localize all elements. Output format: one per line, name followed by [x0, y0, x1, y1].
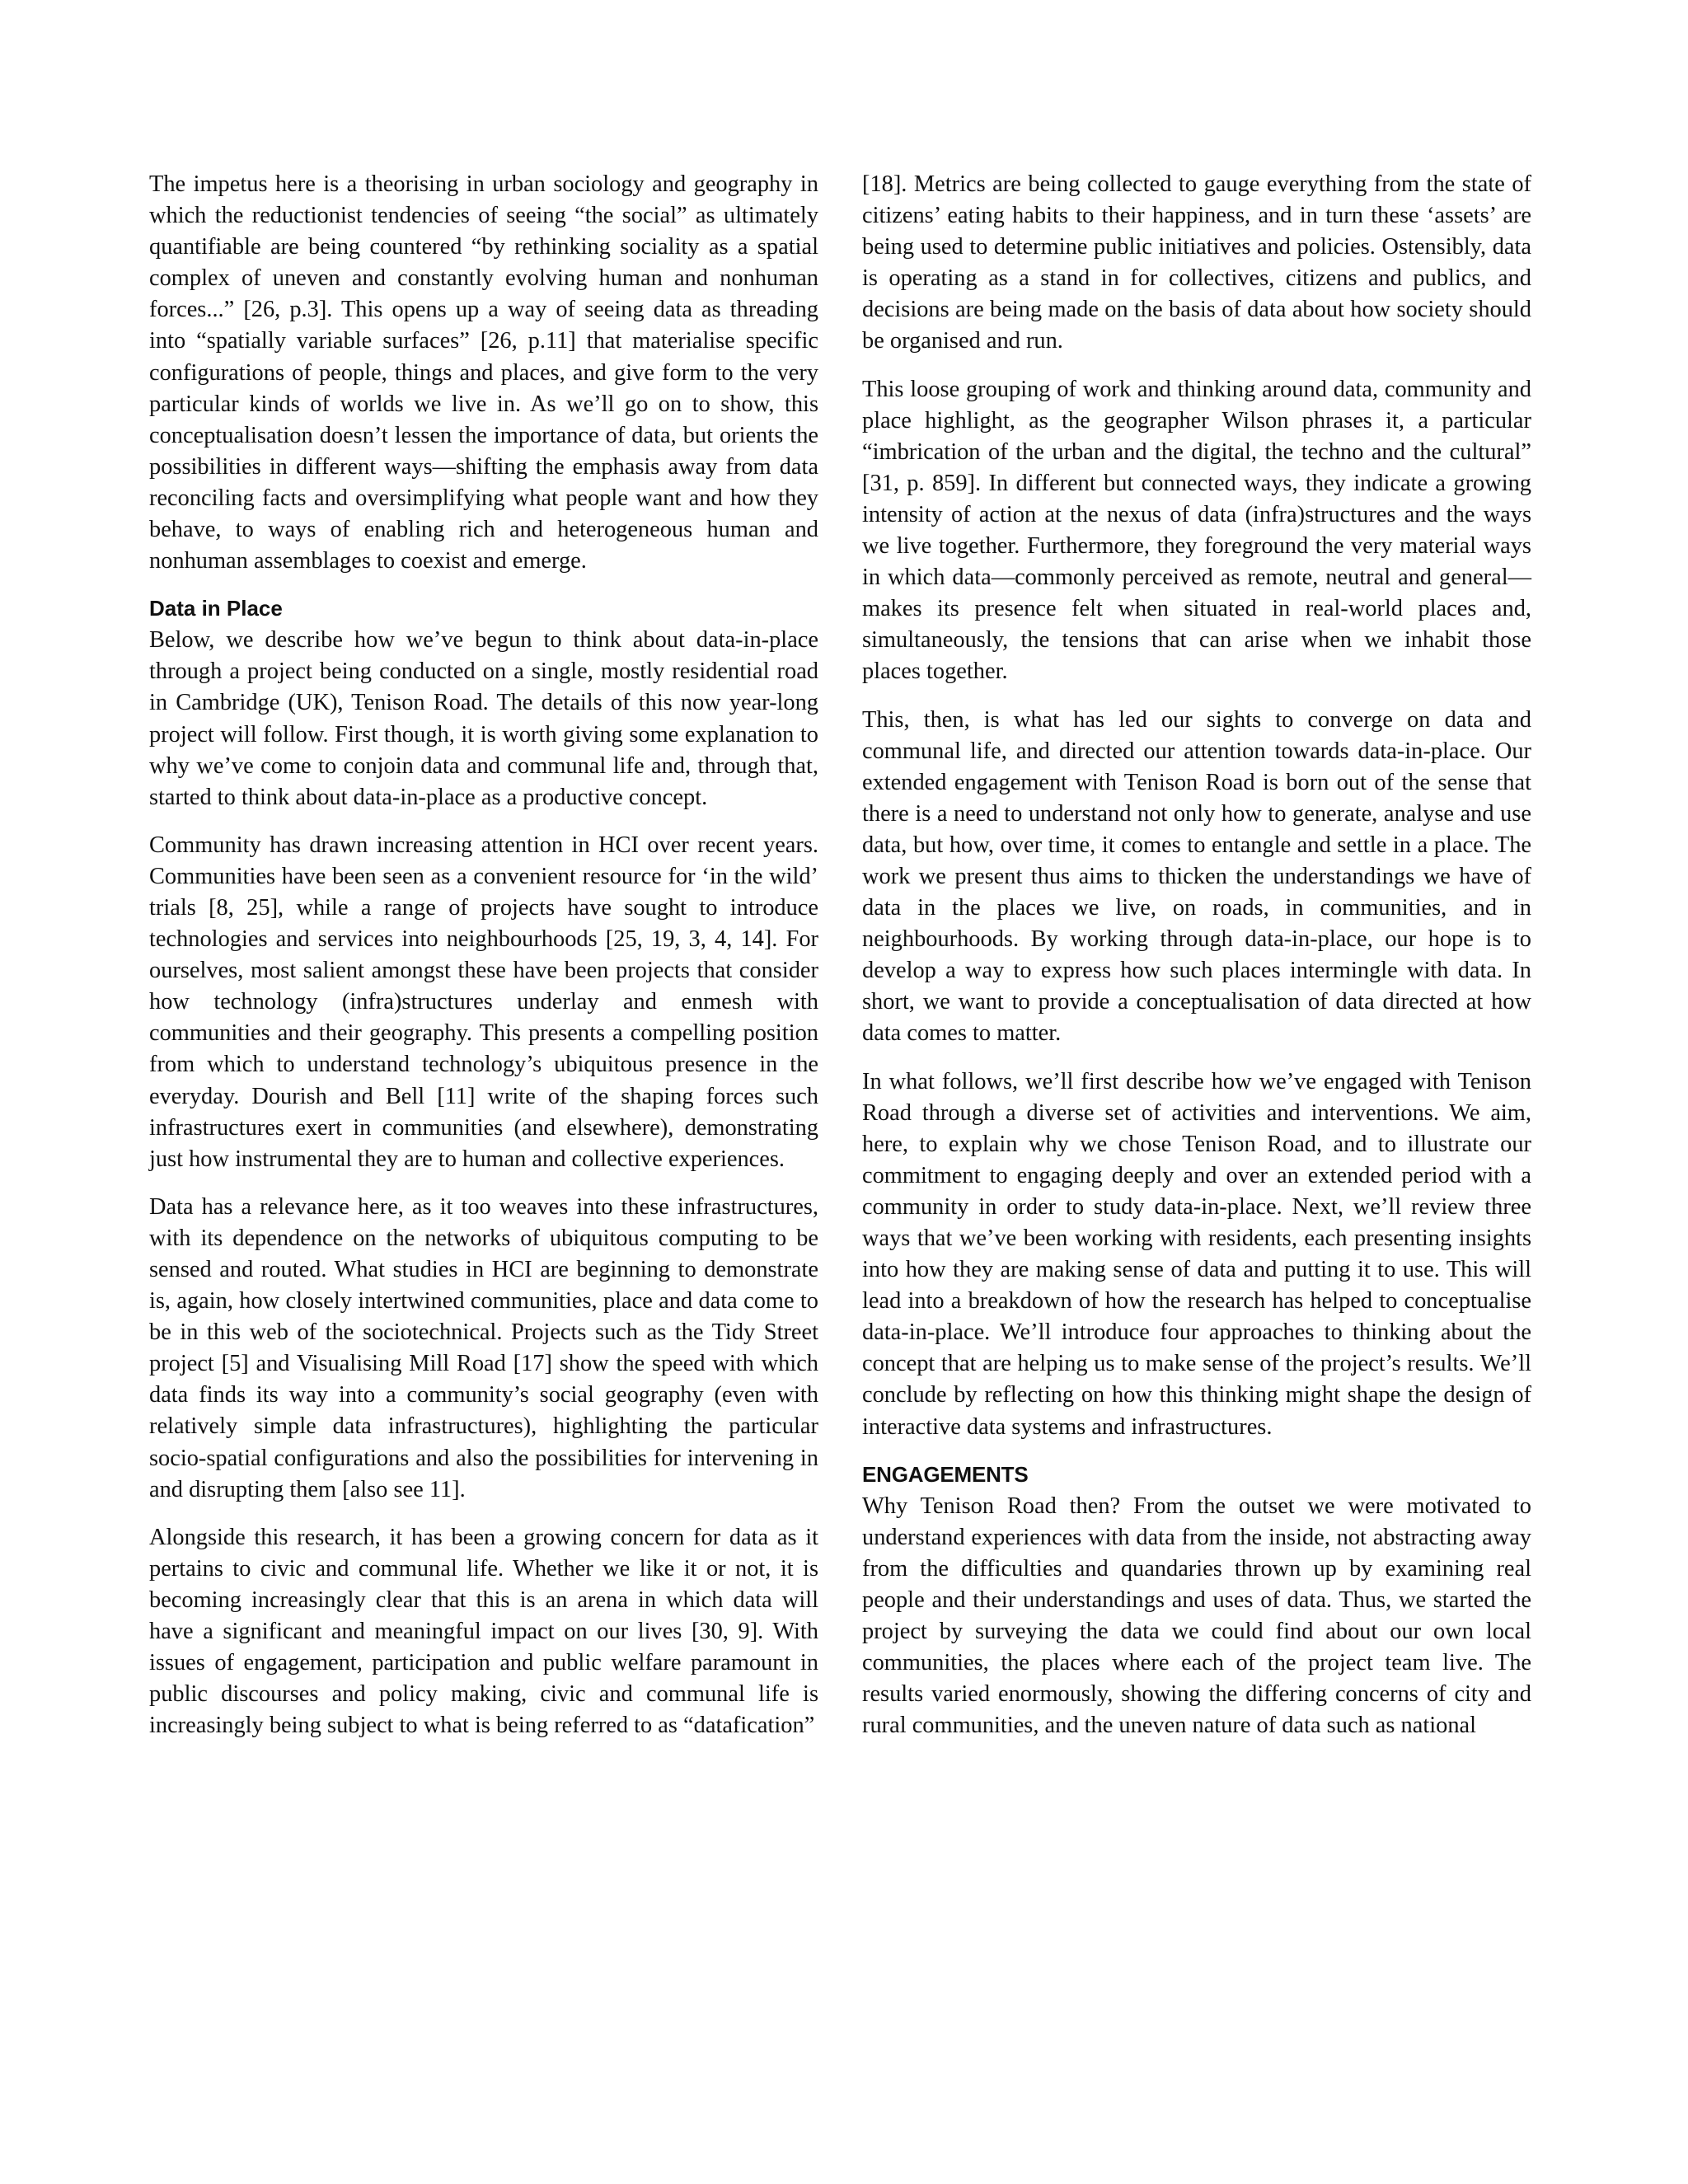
body-paragraph: [18]. Metrics are being collected to gauge everything from the state of citizens’ eating habits to their happiness, and in turn these ‘assets’ are being used to determine public initiatives and policies. Ostensibly, data is operating as a stand in for collectives, citizens and publics, and decisions are being made on the basis of data about how society should be organised and run. [862, 171, 1531, 354]
body-paragraph: This, then, is what has led our sights to converge on data and communal life, and directed our attention towards data-in-place. Our extended engagement with Tenison Road is born out of the sense that there is a need to understand not only how to generate, analyse and use data, but how, over time, it comes to entangle and settle in a place. The work we present thus aims to thicken the understandings we have of data in the places we live, on roads, in communities, and in neighbourhoods. By working through data-in-place, our hope is to develop a way to express how such places intermingle with data. In short, we want to provide a conceptualisation of data directed at how data comes to matter. [862, 706, 1531, 1047]
body-paragraph: The impetus here is a theorising in urban sociology and geography in which the reductionist tendencies of seeing “the social” as ultimately quantifiable are being countered “by rethinking sociality as a spatial complex of uneven and constantly evolving human and nonhuman forces...” [26, p.3]. This opens up a way of seeing data as threading into “spatially variable surfaces” [26, p.11] that materialise specific configurations of people, things and places, and give form to the very particular kinds of worlds we live in. As we’ll go on to show, this conceptualisation doesn’t lessen the importance of data, but orients the possibilities in different ways—shifting the emphasis away from data reconciling facts and oversimplifying what people want and how they behave, to ways of enabling rich and heterogeneous human and nonhuman assemblages to coexist and emerge. [149, 171, 818, 574]
body-paragraph: Data has a relevance here, as it too weaves into these infrastructures, with its dependence on the networks of ubiquitous computing to be sensed and routed. What studies in HCI are beginning to demonstrate is, again, how closely intertwined communities, place and data come to be in this web of the sociotechnical. Projects such as the Tidy Street project [5] and Visualising Mill Road [17] show the speed with which data finds its way into a community’s social geography (even with relatively simple data infrastructures), highlighting the particular socio-spatial configurations and also the possibilities for intervening in and disrupting them [also see 11]. [149, 1193, 818, 1502]
left-column [149, 169, 818, 1741]
body-paragraph: In what follows, we’ll first describe how we’ve engaged with Tenison Road through a diverse set of activities and interventions. We aim, here, to explain why we chose Tenison Road, and to illustrate our commitment to engaging deeply and over an extended period with a community in order to study data-in-place. Next, we’ll review three ways that we’ve been working with residents, each presenting insights into how they are making sense of data and putting it to use. This will lead into a breakdown of how the research has helped to conceptualise data-in-place. We’ll introduce four approaches to thinking about the concept that are helping us to make sense of the project’s results. We’ll conclude by reflecting on how this thinking might shape the design of interactive data systems and infrastructures. [862, 1068, 1531, 1440]
section-heading-data-in-place: Data in Place [149, 596, 283, 621]
body-paragraph: Below, we describe how we’ve begun to think about data-in-place through a project being conducted on a single, mostly residential road in Cambridge (UK), Tenison Road. The details of this now year-long project will follow. First though, it is worth giving some explanation to why we’ve come to conjoin data and communal life and, through that, started to think about data-in-place as a productive concept. [149, 627, 818, 810]
body-paragraph: Why Tenison Road then? From the outset we were motivated to understand experiences with data from the inside, not abstracting away from the difficulties and quandaries thrown up by examining real people and their understandings and uses of data. Thus, we started the project by surveying the data we could find about our own local communities, the places where each of the project team live. The results varied enormously, showing the differing concerns of city and rural communities, and the uneven nature of data such as national [862, 1493, 1531, 1739]
body-paragraph: This loose grouping of work and thinking around data, community and place highlight, as the geographer Wilson phrases it, a particular “imbrication of the urban and the digital, the techno and the cultural” [31, p. 859]. In different but connected ways, they indicate a growing intensity of action at the nexus of data (infra)structures and the ways we live together. Furthermore, they foreground the very material ways in which data—commonly perceived as remote, neutral and general—makes its presence felt when situated in real-world places and, simultaneously, the tensions that can arise when we inhabit those places together. [862, 376, 1531, 685]
body-paragraph: Alongside this research, it has been a growing concern for data as it pertains to civic and communal life. Whether we like it or not, it is becoming increasingly clear that this is an arena in which data will have a significant and meaningful impact on our lives [30, 9]. With issues of engagement, participation and public welfare paramount in public discourses and policy making, civic and communal life is increasingly being subject to what is being referred to as “datafication” [149, 1524, 818, 1739]
right-column [862, 169, 1531, 1741]
section-heading-engagements: ENGAGEMENTS [862, 1461, 1029, 1487]
body-paragraph: Community has drawn increasing attention in HCI over recent years. Communities have been seen as a convenient resource for ‘in the wild’ trials [8, 25], while a range of projects have sought to introduce technologies and services into neighbourhoods [25, 19, 3, 4, 14]. For ourselves, most salient amongst these have been projects that consider how technology (infra)structures underlay and enmesh with communities and their geography. This presents a compelling position from which to understand technology’s ubiquitous presence in the everyday. Dourish and Bell [11] write of the shaping forces such infrastructures exert in communities (and elsewhere), demonstrating just how instrumental they are to human and collective experiences. [149, 832, 818, 1172]
